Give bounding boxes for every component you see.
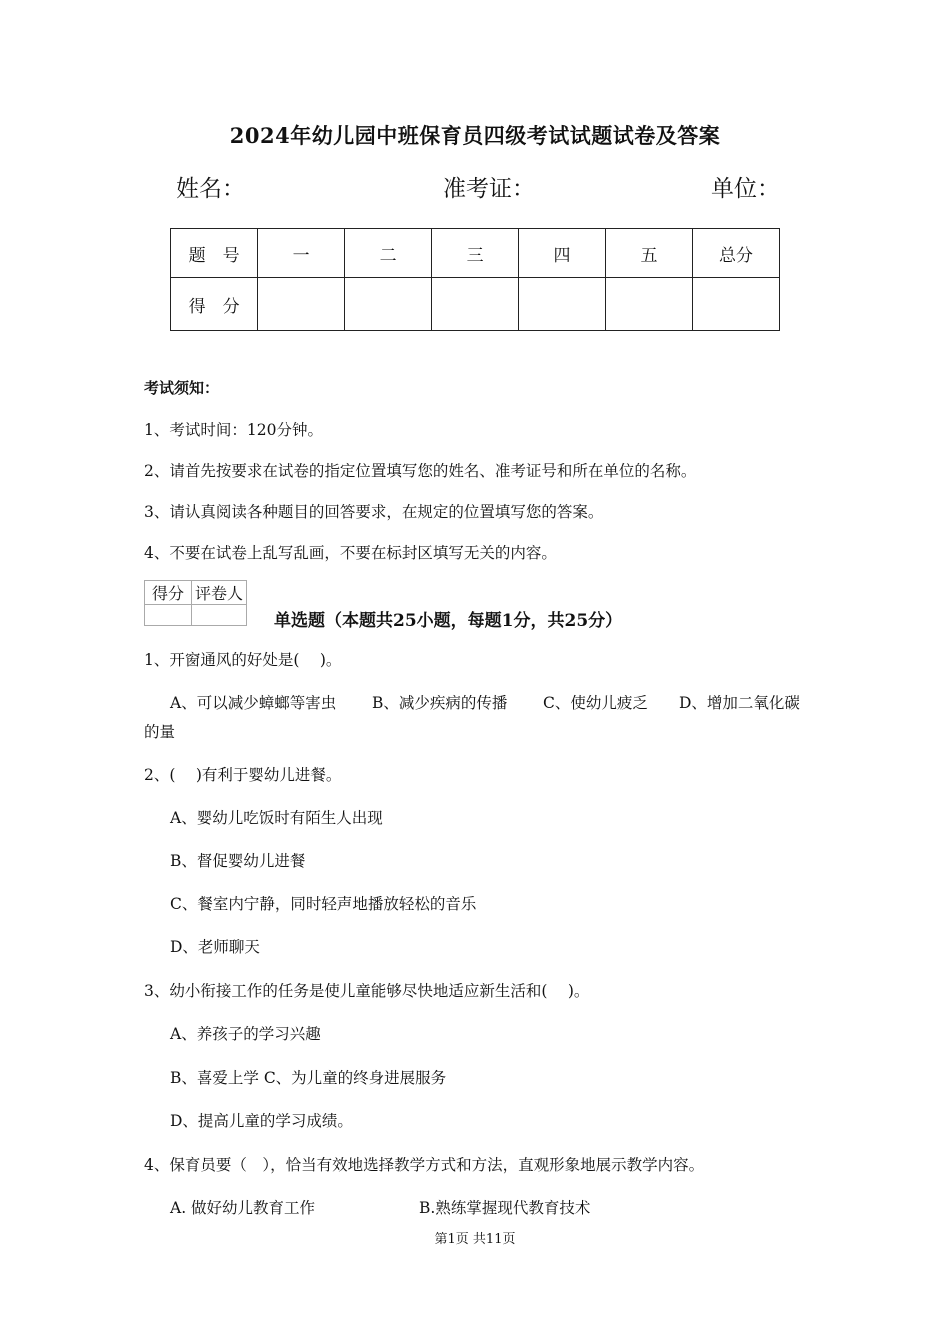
option-d: D、增加二氧化碳 [679,694,800,712]
option-a: A、养孩子的学习兴趣 [170,1025,321,1043]
score-header-cell: 五 [606,229,693,278]
score-header-cell: 题 号 [171,229,258,278]
score-cell [519,278,606,331]
option-d-continued: 的量 [144,723,176,741]
option-a: A、婴幼儿吃饭时有陌生人出现 [170,809,383,827]
question-stem: 3、幼小衔接工作的任务是使儿童能够尽快地适应新生活和( )。 [144,982,590,1000]
notes-item: 1、考试时间：120分钟。 [144,421,323,439]
name-label: 姓名： [176,176,245,202]
score-cell [258,278,345,331]
score-table [170,228,780,331]
grader-box [144,580,247,626]
notes-item: 3、请认真阅读各种题目的回答要求，在规定的位置填写您的答案。 [144,503,604,521]
page-title: 2024年幼儿园中班保育员四级考试试题试卷及答案 [229,123,721,148]
notes-item: 2、请首先按要求在试卷的指定位置填写您的姓名、准考证号和所在单位的名称。 [144,462,697,480]
option-b: B、减少疾病的传播 [372,694,508,712]
grader-name-label: 评卷人 [192,581,247,605]
score-header-cell: 总分 [692,229,779,278]
option-bc: B、喜爱上学 C、为儿童的终身进展服务 [170,1069,447,1087]
score-header-cell: 四 [519,229,606,278]
score-cell [692,278,779,331]
option-c: C、餐室内宁静，同时轻声地播放轻松的音乐 [170,895,477,913]
page-footer: 第1页 共11页 [434,1232,516,1247]
option-b: B、督促婴幼儿进餐 [170,852,306,870]
exam-number-label: 准考证： [443,176,535,202]
grader-name-cell [192,605,247,626]
option-b: B.熟练掌握现代教育技术 [419,1199,591,1217]
score-header-cell: 三 [432,229,519,278]
score-row-label: 得 分 [171,278,258,331]
notes-heading: 考试须知： [144,379,220,397]
score-cell [606,278,693,331]
option-c: C、使幼儿疲乏 [543,694,648,712]
option-d: D、老师聊天 [170,938,260,956]
notes-item: 4、不要在试卷上乱写乱画，不要在标封区填写无关的内容。 [144,544,557,562]
score-table-score-row [171,278,780,331]
score-cell [345,278,432,331]
question-stem: 4、保育员要（ ），恰当有效地选择教学方式和方法，直观形象地展示教学内容。 [144,1156,705,1174]
grader-score-cell [145,605,192,626]
grader-score-label: 得分 [145,581,192,605]
score-header-cell: 二 [345,229,432,278]
question-stem: 1、开窗通风的好处是( )。 [144,651,342,669]
option-a: A. 做好幼儿教育工作 [170,1199,316,1217]
question-stem: 2、( )有利于婴幼儿进餐。 [144,766,342,784]
score-cell [432,278,519,331]
option-a: A、可以减少蟑螂等害虫 [170,694,337,712]
section-title: 单选题（本题共25小题，每题1分，共25分） [274,611,623,631]
unit-label: 单位： [711,176,780,202]
score-header-cell: 一 [258,229,345,278]
option-d: D、提高儿童的学习成绩。 [170,1112,353,1130]
score-table-header-row [171,229,780,278]
